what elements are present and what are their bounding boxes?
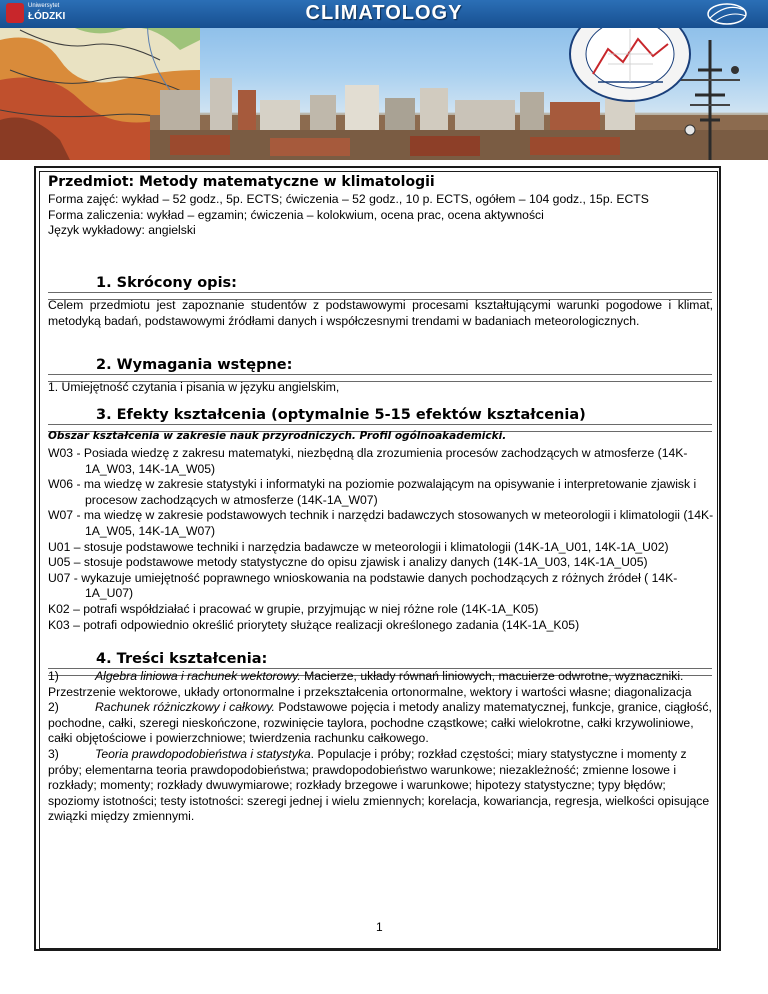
education-area: Obszar kształcenia w zakresie nauk przyrodniczych. Profil ogólnoakademicki.	[48, 430, 507, 442]
course-contents	[48, 669, 718, 825]
course-info-line: Język wykładowy: angielski	[48, 223, 196, 238]
outcome-item: K02 – potrafi współdziałać i pracować w grupie, przyjmując w niej różne role (14K-1A_K05)	[48, 601, 539, 616]
globe-logo-icon	[706, 2, 748, 26]
content-item: 1) Algebra liniowa i rachunek wektorowy. Macierze, układy równań liniowych, macuierze odwrotne, wyznaczniki. Przestrzenie wektorowe, układy ortonormalne i przekształcenia ortonormalne, wektory i wartości własne; diagonalizacja	[48, 669, 692, 699]
university-logo: Uniwersytet ŁÓDZKI	[6, 3, 78, 25]
banner-title: CLIMATOLOGY	[305, 2, 463, 24]
section-heading: 1. Skrócony opis:	[96, 275, 237, 291]
section-heading: 4. Treści kształcenia:	[96, 651, 268, 667]
prerequisites: 1. Umiejętność czytania i pisania w języku angielskim,	[48, 380, 340, 394]
outcome-item: U01 – stosuje podstawowe techniki i narzędzia badawcze w meteorologii i klimatologii (14K-1A_U01, 14K-1A_U02)	[48, 539, 669, 554]
outcome-item: W06 - ma wiedzę w zakresie statystyki i informatyki na poziomie pozwalającym na opisywanie i interpretowanie zjawisk i procesow zachodzących w atmosferze (14K-1A_W07)	[48, 477, 697, 507]
outcome-item: K03 – potrafi odpowiednio określić priorytety służące realizacji określonego zadania (14K-1A_K05)	[48, 617, 580, 632]
section-heading: 2. Wymagania wstępne:	[96, 357, 293, 373]
page-number: 1	[376, 920, 383, 934]
course-info-line: Forma zajęć: wykład – 52 godz., 5p. ECTS; ćwiczenia – 52 godz., 10 p. ECTS, ogółem – 104 godz., 15p. ECTS	[48, 192, 649, 206]
header-banner	[0, 0, 768, 160]
learning-outcomes	[48, 446, 718, 633]
subject-title: Przedmiot: Metody matematyczne w klimatologii	[48, 174, 435, 190]
section-heading: 3. Efekty kształcenia (optymalnie 5-15 efektów kształcenia)	[96, 407, 586, 423]
outcome-item: U05 – stosuje podstawowe metody statystyczne do opisu zjawisk i analizy danych (14K-1A_U03, 14K-1A_U05)	[48, 555, 648, 570]
short-description: Celem przedmiotu jest zapoznanie studentów z podstawowymi procesami kształtującymi warunki pogodowe i klimat, metodyką badań, podstawowymi źródłami danych i współczesnymi trendami w badaniach meteorologicznych.	[48, 298, 713, 328]
course-info	[48, 192, 649, 239]
outcome-item: W07 - ma wiedzę w zakresie podstawowych technik i narzędzi badawczych stosowanych w meteorologii i klimatologii (14K-1A_W05, 14K-1A_W07)	[48, 508, 714, 538]
outcome-item: W03 - Posiada wiedzę z zakresu matematyki, niezbędną dla zrozumienia procesów zachodzących w atmosferze (14K-1A_W03, 14K-1A_W05)	[48, 446, 688, 476]
content-item: 3) Teoria prawdopodobieństwa i statystyka. Populacje i próby; rozkład częstości; miary statystyczne i momenty z próby; elementarna teoria prawdopodobieństwa; prawdopodobieństwo warunkowe; niezakleżność; zmienne losowe i rozkłady; momenty; rozkłady dwuwymiarowe; rozkłady brzegowe i warunkowe; hipotezy statystyczne; typy błędów; spoziomy istotności; testy istotności: szeregi jednej i wielu zmiennych; korelacja, kowariancja, regresja, wielkości opisujące związki między zmiennymi.	[48, 746, 710, 824]
outcome-item: U07 - wykazuje umiejętność poprawnego wnioskowania na podstawie danych pochodzących z różnych źródeł ( 14K-1A_U07)	[48, 570, 678, 601]
content-item: 2) Rachunek różniczkowy i całkowy. Podstawowe pojęcia i metody analizy matematycznej, funkcje, granice, ciągłość, pochodne, całki, szeregi nieskończone, rozwinięcie taylora, pochodne cząstkowe; całki wielokrotne, całki krzywoliniowe, całki objętościowe i powierzchniowe; twierdzenia rachunku całkowego.	[48, 700, 712, 746]
course-info-line: Forma zaliczenia: wykład – egzamin; ćwiczenia – kolokwium, ocena prac, ocena aktywności	[48, 207, 544, 222]
